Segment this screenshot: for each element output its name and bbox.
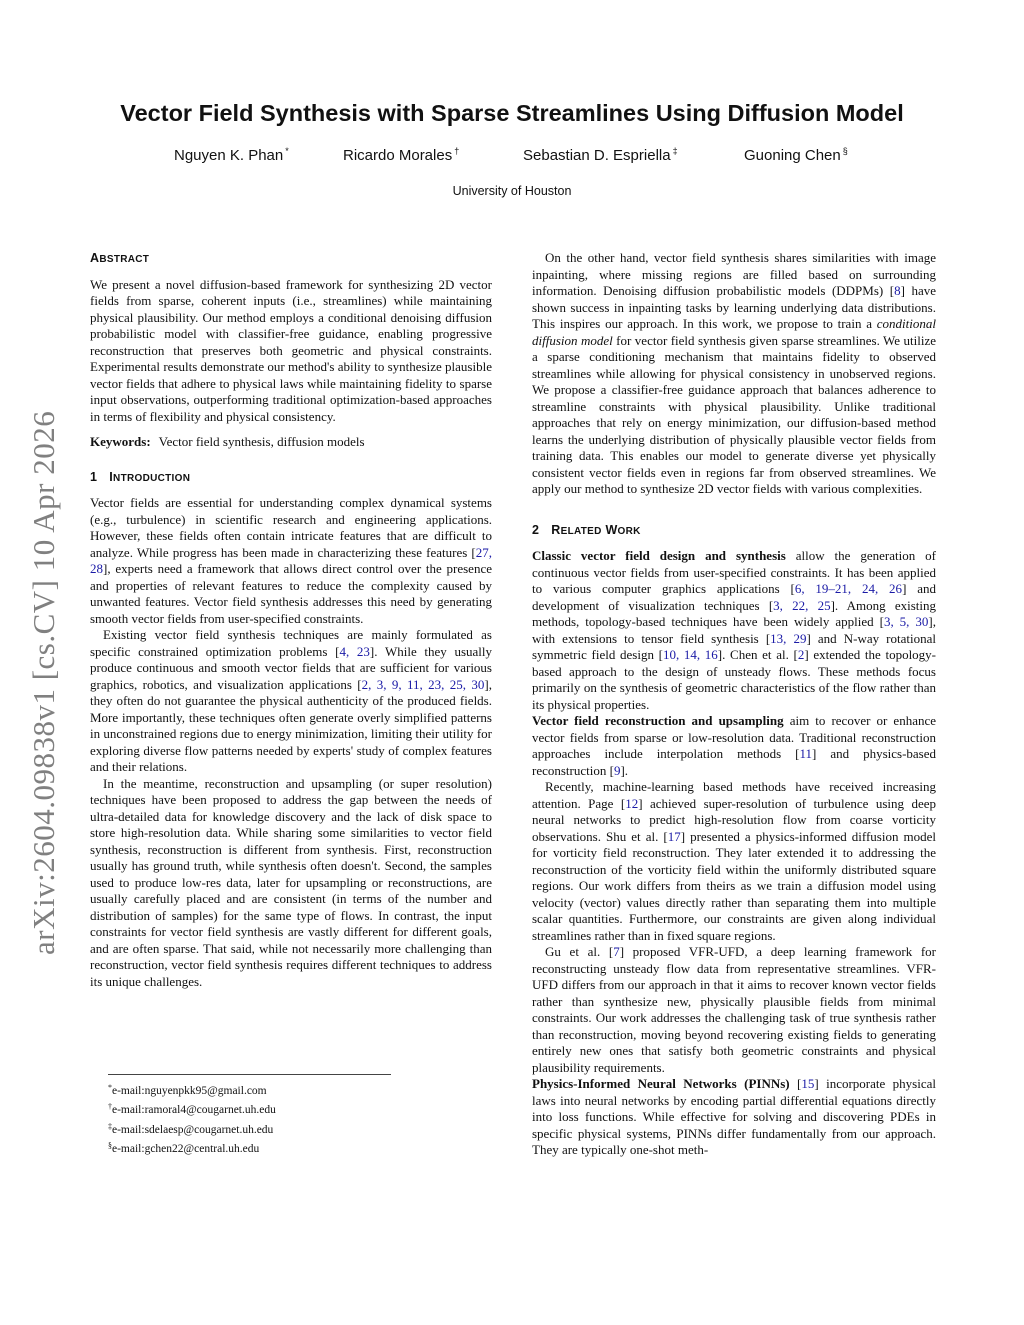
text-run: ]. Among existing methods, topology-based techniques have been widely applied [: [532, 597, 937, 629]
intro-paragraph-1: [90, 495, 492, 627]
section-number: 2: [532, 522, 540, 537]
text-run: ]. While they usually produce continuous and smooth vector fields that are sufficient for various graphics, robotics, and visualization applications [: [90, 643, 493, 692]
author-1: [174, 146, 289, 164]
text-run: ] and N-way rotational symmetric field design [: [532, 630, 937, 662]
heading-rest: ELATED: [560, 525, 602, 537]
footnote-text: e-mail:nguyenpkk95@gmail.com: [112, 1085, 267, 1097]
text-run: [: [789, 1076, 802, 1091]
heading-letter: A: [90, 251, 100, 265]
citation-link[interactable]: 27, 28: [90, 544, 492, 576]
abstract-heading: [90, 250, 492, 269]
right-column: [532, 250, 936, 1159]
emphasis-text: conditional diffusion model: [532, 316, 936, 348]
heading-letter: I: [109, 469, 114, 484]
heading-rest: NTRODUCTION: [113, 472, 191, 484]
author-mark: ‡: [672, 146, 678, 156]
citation-link[interactable]: 3, 22, 25: [773, 597, 831, 613]
related-gu-paragraph: [532, 944, 936, 1076]
text-run: ] and physics-based reconstruction [: [532, 746, 937, 778]
author-mark: †: [454, 146, 460, 156]
abstract-text: We present a novel diffusion-based framework for synthesizing 2D vector fields from sparse, coherent inputs (i.e., streamlines) while maintaining physical plausibility. Our method employs a conditional denoising diffusion probabilistic model with classifier-free guidance, enabling progressive reconstruction that preserves both geometric and physical constraints. Experimental results demonstrate our method's ability to synthesize plausible vector fields that adhere to physical laws while maintaining fidelity to sparse input observations, outperforming traditional optimization-based approaches in terms of flexibility and physical consistency.: [90, 276, 492, 424]
text-run: ]. Chen et al. [: [717, 647, 798, 662]
keywords-label: Keywords:: [90, 434, 151, 449]
citation-link[interactable]: 12: [625, 795, 639, 811]
text-run: allow the generation of continuous vector fields from user-specified constraints. It has been applied to various computer graphics applications [: [532, 548, 936, 596]
text-run: ].: [620, 762, 629, 778]
citation-link[interactable]: 6, 19–21, 24, 26: [794, 581, 903, 596]
author-name: Sebastian D. Espriella: [523, 147, 671, 164]
run-in-heading: Physics-Informed Neural Networks (PINNs): [532, 1076, 790, 1091]
text-run: On the other hand, vector field synthesis shares similarities with image inpainting, where missing regions are filled based on surrounding information. Denoising diffusion probabilistic models (DDPMs) [: [532, 250, 936, 298]
author-3: [523, 146, 678, 164]
run-in-heading: Vector field reconstruction and upsampling: [532, 713, 784, 728]
author-mark: §: [842, 146, 848, 156]
heading-letter: W: [605, 522, 618, 537]
footnote-text: e-mail:sdelaesp@cougarnet.uh.edu: [112, 1123, 274, 1136]
affiliation: University of Houston: [452, 184, 572, 198]
author-name: Guoning Chen: [744, 147, 841, 164]
citation-link[interactable]: 4, 23: [339, 643, 370, 659]
author-name: Nguyen K. Phan: [174, 147, 284, 164]
intro-paragraph-2: [90, 627, 492, 776]
author-mark: *: [285, 146, 289, 156]
text-run: ], with extensions to tensor field synthesis [: [532, 614, 937, 646]
footnote: [108, 1099, 276, 1118]
footnote-mark: ‡: [108, 1121, 112, 1131]
text-run: ] proposed VFR-UFD, a deep learning framework for reconstructing unsteady flow data from representative streamlines. VFR-UFD differs from our approach in that it aims to recover known vector fields rather than synthesize new, physically plausible fields from minimal constraints. Our work addresses the challenging task of true synthesis rather than reconstruction, moving beyond recovering existing fields to generating entirely new ones that satisfy both geometric constraints and physical plausibility requirements.: [532, 944, 937, 1075]
introduction-heading: [90, 469, 492, 488]
related-pinn-paragraph: [532, 1076, 936, 1159]
footnote: [108, 1119, 276, 1138]
citation-link[interactable]: 7: [613, 944, 620, 959]
text-run: Vector fields are essential for understanding complex dynamical systems (e.g., turbulence) in scientific research and engineering applications. However, these fields often contain intricate features that are difficult to analyze. While progress has been made in characterizing these features [: [90, 495, 492, 560]
heading-rest: BSTRACT: [99, 254, 150, 265]
related-work-heading: [532, 522, 936, 541]
text-run: ] extended the topology-based approach to the design of unsteady flows. These methods focus primarily on the synthesis of geometric characteristics of the flow rather than its physical properties.: [532, 647, 937, 712]
author-2: [343, 146, 459, 164]
footnote: [108, 1080, 276, 1099]
heading-rest: ORK: [617, 525, 641, 537]
text-run: ] achieved super-resolution of turbulence using deep neural networks to predict high-resolution flow from coarse vorticity observations. Shu et al. [: [532, 795, 936, 844]
citation-link[interactable]: 2, 3, 9, 11, 23, 25, 30: [361, 676, 485, 692]
citation-link[interactable]: 11: [799, 746, 813, 761]
citation-link[interactable]: 13, 29: [770, 630, 807, 646]
heading-letter: R: [551, 522, 561, 537]
footnote-mark: *: [108, 1083, 112, 1092]
citation-link[interactable]: 15: [801, 1076, 815, 1091]
keywords-text: Vector field synthesis, diffusion models: [158, 434, 365, 449]
citation-link[interactable]: 17: [667, 828, 681, 844]
text-run: Gu et al. [: [545, 944, 614, 959]
text-run: Recently, machine-learning based methods have received increasing attention. Page [: [532, 779, 936, 811]
text-run: aim to recover or enhance vector fields from sparse or low-resolution data. Traditional reconstruction approaches include interpolation methods [: [532, 713, 937, 761]
section-number: 1: [90, 469, 98, 484]
footnote-divider: [108, 1074, 391, 1075]
author-4: [744, 146, 848, 164]
related-recon-paragraph: [532, 713, 936, 779]
footnotes: [108, 1080, 276, 1157]
footnote-text: e-mail:ramoral4@cougarnet.uh.edu: [112, 1104, 276, 1117]
footnote-mark: †: [108, 1102, 112, 1112]
citation-link[interactable]: 3, 5, 30: [883, 614, 929, 629]
related-classic-paragraph: [532, 548, 936, 713]
text-run: ] have shown success in inpainting tasks by learning underlying data distributions. This inspires our approach. In this work, we propose to train a: [532, 283, 936, 331]
text-run: ] incorporate physical laws into neural networks by encoding partial differential equations directly into loss functions. While effective for solving and discovering PDEs in specific physical systems, PINNs differ fundamentally from our approach. They are typically one-shot meth-: [532, 1076, 936, 1157]
keywords: [90, 434, 492, 451]
citation-link[interactable]: 9: [613, 762, 621, 778]
arxiv-identifier: arXiv:2604.09838v1 [cs.CV] 10 Apr 2026: [26, 410, 61, 955]
intro-paragraph-3: In the meantime, reconstruction and upsampling (or super resolution) techniques have been proposed to address the gap between the needs of ultra-detailed data for knowledge discovery and the lack of disk space to store high-resolution data. While sharing some similarities to vector field synthesis, reconstruction is different from synthesis. First, reconstruction usually has ground truth, while synthesis often doesn't. Second, the samples used to produce low-res data, later for upsampling or reconstructions, are usually carefully placed and are consistent (in terms of the number and distribution of samples) for the same type of flows. In contrast, the input constraints for vector field synthesis are vastly different for different goals, and are often sparse. That said, while not necessarily more challenging than reconstruction, vector field synthesis requires different techniques to address its unique challenges.: [90, 775, 492, 989]
text-run: Existing vector field synthesis techniques are mainly formulated as specific constrained optimization problems [: [90, 627, 492, 659]
paper-title: Vector Field Synthesis with Sparse Streamlines Using Diffusion Model: [120, 100, 904, 126]
citation-link[interactable]: 2: [797, 647, 805, 662]
author-name: Ricardo Morales: [343, 147, 453, 164]
run-in-heading: Classic vector field design and synthesis: [532, 548, 786, 563]
text-run: for vector field synthesis given sparse streamlines. We utilize a sparse conditioning mechanism that maintains fidelity to observed streamlines while allowing for physical consistency in unobserved regions. We propose a classifier-free guidance approach that balances adherence to streamline constraints with physical plausibility. Unlike traditional approaches that rely on energy minimization, our diffusion-based method learns the underlying distribution of physically plausible vector fields from training data. This enables our model to generate diverse yet physically consistent vector fields even in regions far from observed streamlines. We apply our method to synthesize 2D vector fields with various complexities.: [532, 332, 936, 496]
text-run: ], experts need a framework that allows direct control over the presence and properties of relevant features to reduce the complexity caused by unwanted features. Vector field synthesis addresses this need by generating smooth vector fields from user-specified constraints.: [90, 561, 492, 626]
footnote: [108, 1138, 276, 1157]
left-column: [90, 250, 492, 990]
intro-paragraph-4: [532, 250, 936, 498]
footnote-mark: §: [108, 1140, 112, 1150]
text-run: ], they often do not guarantee the physical authenticity of the produced fields. More importantly, these techniques often generate overly simplified patterns in unconstrained regions due to energy minimization, limiting their utility for exploring diverse flow patterns needed by experts' study of complex features and their relations.: [90, 676, 492, 774]
text-run: ] and development of visualization techniques [: [532, 581, 936, 613]
citation-link[interactable]: 10, 14, 16: [662, 647, 718, 662]
related-ml-paragraph: [532, 779, 936, 944]
citation-link[interactable]: 8: [894, 283, 901, 298]
footnote-text: e-mail:gchen22@central.uh.edu: [112, 1142, 260, 1155]
text-run: ] presented a physics-informed diffusion model for vorticity field reconstruction. They later extended it to addressing the reconstruction of the vorticity field within the uniformly distributed square regions. Our work differs from theirs as we train a diffusion model using velocity (vector) values directly rather than separating them into multiple scalar quantities. Furthermore, our constraints are given along individual streamlines rather than in fixed square regions.: [532, 828, 936, 943]
